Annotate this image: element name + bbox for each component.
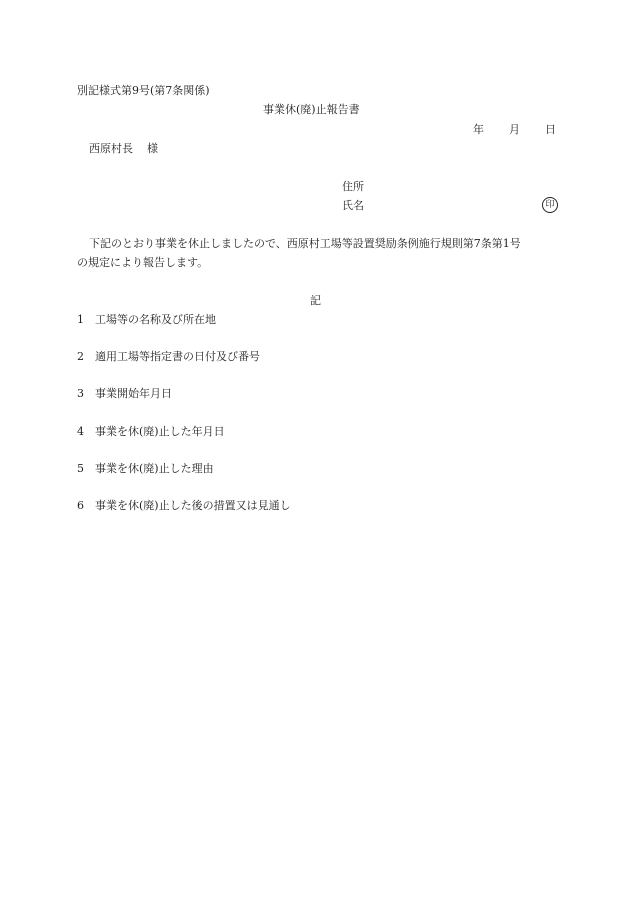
date-month-label: 月 [509,123,520,136]
item-text: 事業を休(廃)止した後の措置又は見通し [95,499,291,512]
item-number: 3 [77,387,84,400]
note-heading: 記 [310,294,321,307]
item-text: 事業を休(廃)止した年月日 [95,425,225,438]
item-number: 2 [77,350,84,363]
item-number: 5 [77,462,84,475]
form-number: 別記様式第9号(第7条関係) [77,84,210,97]
list-item [77,500,291,511]
item-text: 事業を休(廃)止した理由 [95,462,214,475]
list-item [77,426,225,437]
address-label: 住所 [342,180,364,193]
list-item [77,314,216,325]
item-text: 適用工場等指定書の日付及び番号 [95,350,260,363]
item-number: 1 [77,313,84,326]
date-day-label: 日 [545,123,556,136]
seal-mark: 印 [542,197,558,213]
item-text: 事業開始年月日 [95,387,172,400]
item-number: 6 [77,499,84,512]
name-label: 氏名 [342,199,364,212]
list-item [77,463,214,474]
addressee-honorific: 様 [147,142,158,155]
body-text-line-2: の規定により報告します。 [77,256,209,269]
list-item [77,351,260,362]
item-text: 工場等の名称及び所在地 [95,313,216,326]
document-title: 事業休(廃)止報告書 [263,103,360,116]
body-text-line-1: 下記のとおり事業を休止しましたので、西原村工場等設置奨励条例施行規則第7条第1号 [89,237,521,250]
addressee-name: 西原村長 [89,142,133,155]
list-item [77,388,172,399]
date-year-label: 年 [473,123,484,136]
item-number: 4 [77,425,84,438]
